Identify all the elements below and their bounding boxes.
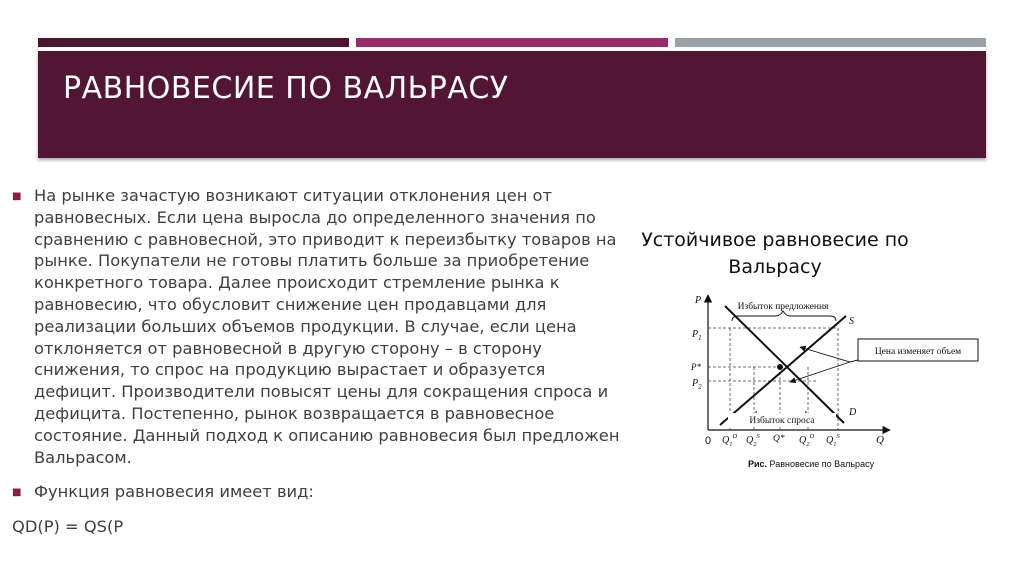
equilibrium-point [777, 364, 783, 370]
walras-equilibrium-diagram [612, 210, 1010, 512]
pstar-label: P* [691, 362, 701, 372]
surplus-brace [732, 311, 836, 321]
q1d-label: $Q_1^D$ [722, 433, 738, 448]
diagram-heading-line1: Устойчивое равновесие по [641, 229, 909, 251]
supply-curve [720, 316, 846, 425]
diagram-heading-line2: Вальрасу [728, 256, 822, 278]
decor-stripe-pink [356, 38, 668, 47]
bullet-item [12, 481, 620, 503]
bullet-text: Функция равновесия имеет вид: [34, 482, 314, 502]
equilibrium-formula: QD(P) = QS(P [12, 517, 124, 537]
supply-surplus-label: Избыток предложения [737, 302, 829, 312]
decor-stripe-gray [675, 38, 986, 47]
q1s-label: $Q_1^S$ [826, 433, 840, 448]
p1-label: $P_1$ [692, 329, 702, 342]
qstar-label: Q* [773, 434, 785, 444]
square-bullet-icon: ■ [12, 487, 22, 499]
slide-content [12, 185, 620, 538]
demand-label: D [849, 407, 857, 418]
q2s-label: $Q_2^S$ [746, 433, 760, 448]
square-bullet-icon: ■ [12, 191, 22, 202]
bullet-item [12, 185, 620, 468]
p-axis-label: P [695, 295, 702, 306]
p2-label: $P_2$ [692, 378, 702, 391]
figure-caption: Рис. Равновесие по Вальрасу [748, 459, 875, 469]
title-bar [38, 51, 986, 158]
callout-arrow-lower [790, 360, 858, 382]
supply-label: S [849, 316, 854, 327]
slide-title: РАВНОВЕСИЕ ПО ВАЛЬРАСУ [63, 71, 509, 106]
q-axis-label: Q [876, 434, 884, 446]
decor-stripe-dark [38, 38, 349, 47]
callout-text: Цена изменяет объем [874, 347, 962, 357]
q2d-label: $Q_2^D$ [799, 433, 815, 448]
origin-label: 0 [705, 435, 712, 447]
bullet-text: На рынке зачастую возникают ситуации отклонения цен от равновесных. Если цена выросла до определенного значения по сравнению с равновесной, это приводит к переизбытку товаров на рынке. Покупатели не готовы платить больше за приобретение конкретного товара. Далее происходит стремление рынка к равновесию, что обусловит снижение цен продавцами для реализации больших объемов продукции. В случае, если цена отклоняется от равновесной в другую сторону – в сторону снижения, то спрос на продукцию вырастает и образуется дефицит. Производители повысят цены для сокращения спроса и дефицита. Постепенно, рынок возвращается в равновесное состояние. Данный подход к описанию равновесия был предложен Вальрасом. [34, 186, 620, 467]
callout-arrow-upper [800, 347, 858, 362]
demand-surplus-label: Избыток спроса [749, 416, 815, 426]
